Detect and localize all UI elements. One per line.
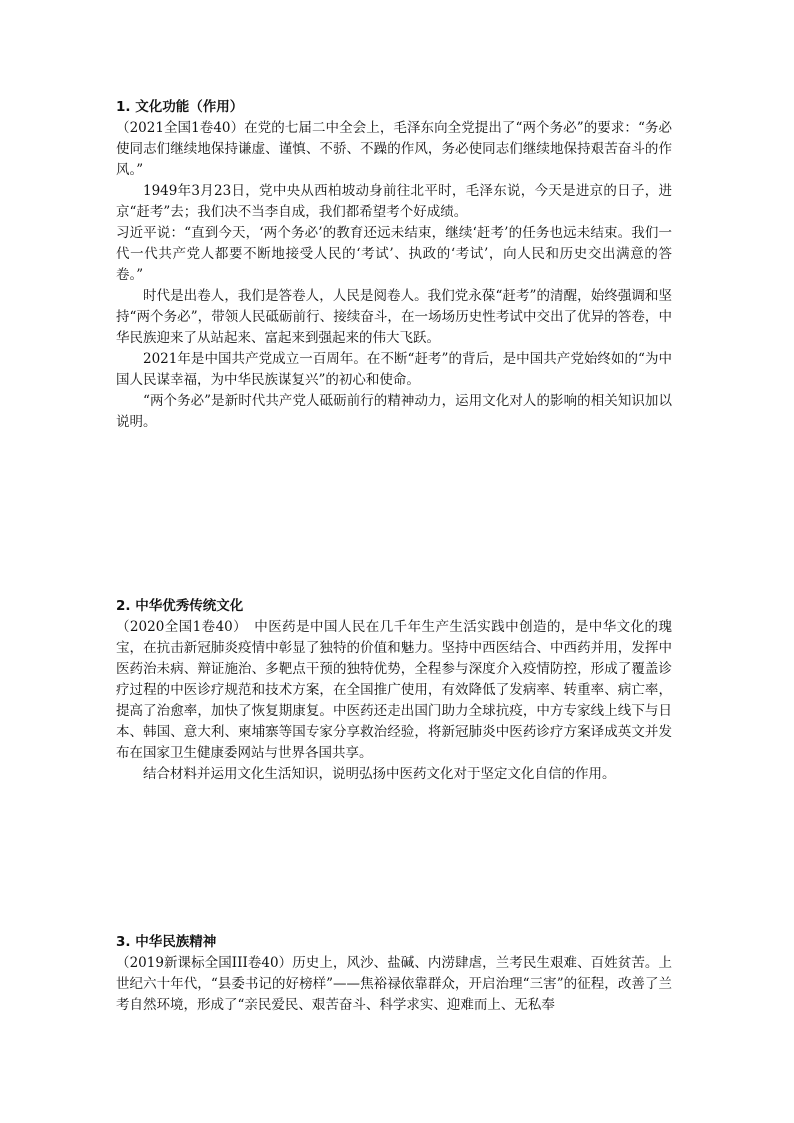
section-national-spirit (116, 932, 672, 1016)
section-traditional-culture (116, 596, 672, 785)
section-culture-function (116, 97, 672, 433)
section-title: 3. 中华民族精神 (116, 934, 217, 950)
material-paragraph: 习近平说：“直到今天，‘两个务必’的教育还远未结束，继续‘赶考’的任务也远未结束。我们一代一代共产党人都要不断地接受人民的‘考试’、执政的‘考试’，向人民和历史交出满意的答卷。” (116, 225, 672, 283)
section-title: 2. 中华优秀传统文化 (116, 598, 244, 614)
section-title: 1. 文化功能（作用） (116, 99, 244, 115)
material-paragraph: 时代是出卷人，我们是答卷人，人民是阅卷人。我们党永葆“赶考”的清醒，始终强调和坚持“两个务必”，带领人民砥砺前行、接续奋斗，在一场场历史性考试中交出了优异的答卷，中华民族迎来了从站起来、富起来到强起来的伟大飞跃。 (116, 288, 672, 346)
question-intro: （2021全国1卷40）在党的七届二中全会上，毛泽东向全党提出了“两个务必”的要求：“务必使同志们继续地保持谦虚、谨慎、不骄、不躁的作风，务必使同志们继续地保持艰苦奋斗的作风。” (116, 120, 672, 178)
question-intro: （2020全国1卷40） 中医药是中国人民在几千年生产生活实践中创造的，是中华文化的瑰宝，在抗击新冠肺炎疫情中彰显了独特的价值和魅力。坚持中西医结合、中西药并用，发挥中医药治未病、辩证施治、多靶点干预的独特优势，全程参与深度介入疫情防控，形成了覆盖诊疗过程的中医诊疗规范和技术方案，在全国推广使用，有效降低了发病率、转重率、病亡率，提高了治愈率，加快了恢复期康复。中医药还走出国门助力全球抗疫，中方专家线上线下与日本、韩国、意大利、柬埔寨等国专家分享救治经验，将新冠肺炎中医药诊疗方案译成英文并发布在国家卫生健康委网站与世界各国共享。 (116, 619, 672, 761)
question-prompt: “两个务必”是新时代共产党人砥砺前行的精神动力，运用文化对人的影响的相关知识加以说明。 (116, 393, 672, 430)
question-prompt: 结合材料并运用文化生活知识，说明弘扬中医药文化对于坚定文化自信的作用。 (143, 766, 616, 782)
question-intro: （2019新课标全国III卷40）历史上，风沙、盐碱、内涝肆虐，兰考民生艰难、百姓贫苦。上世纪六十年代，“县委书记的好榜样”——焦裕禄依靠群众，开启治理“三害”的征程，改善了兰考自然环境，形成了“亲民爱民、艰苦奋斗、科学求实、迎难而上、无私奉 (116, 955, 672, 1013)
material-paragraph: 2021年是中国共产党成立一百周年。在不断“赶考”的背后，是中国共产党始终如的“为中国人民谋幸福，为中华民族谋复兴”的初心和使命。 (116, 351, 672, 388)
material-paragraph: 1949年3月23日，党中央从西柏坡动身前往北平时，毛泽东说，今天是进京的日子，进京“赶考”去；我们决不当李自成，我们都希望考个好成绩。 (116, 183, 672, 220)
